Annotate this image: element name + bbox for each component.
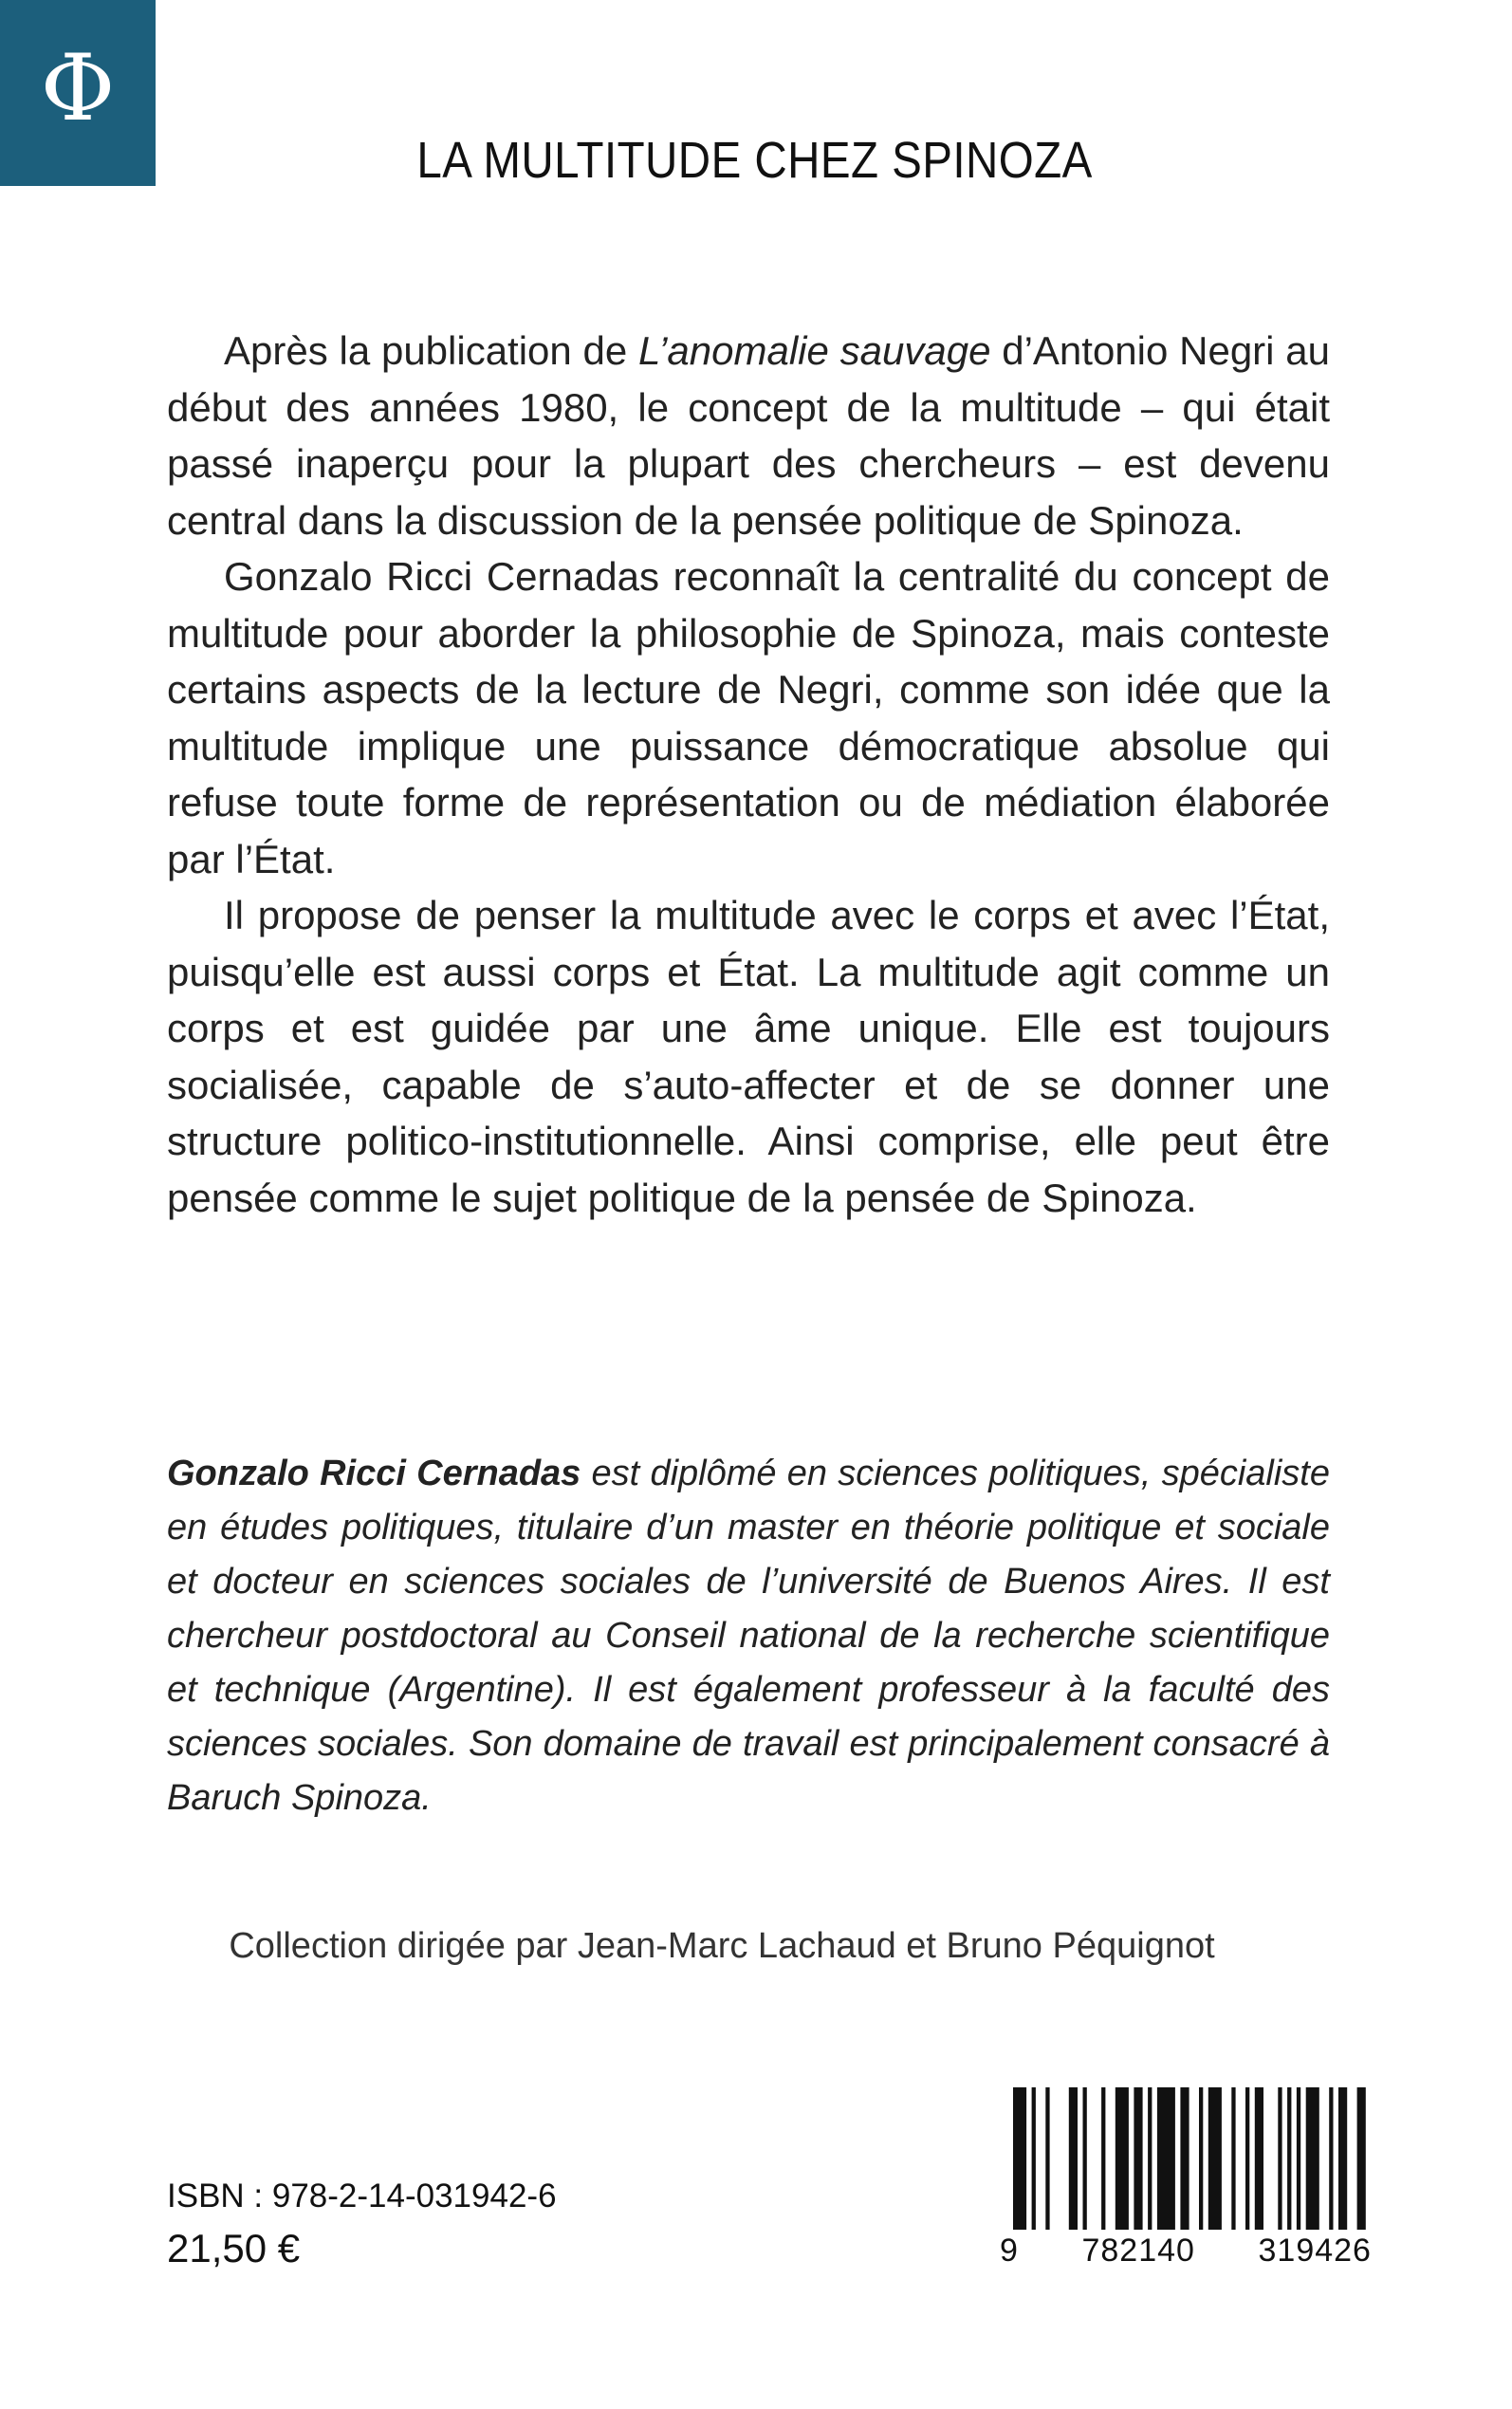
barcode-bar — [1278, 2087, 1282, 2230]
price: 21,50 € — [167, 2226, 301, 2270]
barcode-digits — [996, 2233, 1375, 2270]
author-bio — [167, 1447, 1330, 1825]
barcode-bar — [1199, 2087, 1203, 2230]
barcode-bar — [1101, 2087, 1105, 2230]
phi-logo-icon: Φ — [40, 35, 116, 141]
barcode-bar — [1045, 2087, 1049, 2230]
barcode-bar — [1013, 2087, 1026, 2230]
barcode-bar — [1116, 2087, 1129, 2230]
barcode-bar — [1157, 2087, 1175, 2230]
barcode-bar — [1245, 2087, 1249, 2230]
barcode-bar — [1231, 2087, 1235, 2230]
book-title: LA MULTITUDE CHEZ SPINOZA — [416, 132, 1093, 189]
barcode-bar — [1287, 2087, 1291, 2230]
barcode-bar — [1338, 2087, 1347, 2230]
barcode-bar — [1329, 2087, 1333, 2230]
barcode-bar — [1134, 2087, 1142, 2230]
author-bio-text: est diplômé en sciences politiques, spécialiste en études politiques, titulaire d’un master en théorie politique et sociale et docteur en sciences sociales de l’université de Buenos Aires. Il est chercheur postdoctoral au Conseil national de la recherche scientifique et technique (Argentine). Il est également professeur à la faculté des sciences sociales. Son domaine de travail est principalement consacré à Baruch Spinoza. — [167, 1454, 1330, 1818]
barcode-bar — [1208, 2087, 1222, 2230]
author-name: Gonzalo Ricci Cernadas — [167, 1454, 581, 1493]
isbn: ISBN : 978-2-14-031942-6 — [167, 2177, 557, 2214]
back-cover-summary — [167, 323, 1330, 1226]
barcode-bar — [1148, 2087, 1152, 2230]
summary-paragraph: Gonzalo Ricci Cernadas reconnaît la centralité du concept de multitude pour aborder la philosophie de Spinoza, mais conteste certains aspects de la lecture de Negri, comme son idée que la multitude implique une puissance démocratique absolue qui refuse toute forme de représentation ou de médiation élaborée par l’État. — [167, 554, 1330, 881]
barcode-bar — [1357, 2087, 1366, 2230]
barcode-bar — [1069, 2087, 1078, 2230]
barcode-right-group: 319426 — [1258, 2233, 1372, 2269]
barcode-bar — [1306, 2087, 1319, 2230]
summary-paragraph: Il propose de penser la multitude avec le corps et avec l’État, puisqu’elle est aussi corps et État. La multitude agit comme un corps et est guidée par une âme unique. Elle est toujours socialisée, capable de s’auto-affecter et de se donner une structure politico-institutionnelle. Ainsi comprise, elle peut être pensée comme le sujet politique de la pensée de Spinoza. — [167, 893, 1330, 1220]
summary-paragraph: Après la publication de L’anomalie sauvage d’Antonio Negri au début des années 1980, le concept de la multitude – qui était passé inaperçu pour la plupart des chercheurs – est devenu central dans la discussion de la pensée politique de Spinoza. — [167, 328, 1330, 543]
barcode-bar — [1255, 2087, 1263, 2230]
barcode-bar — [1180, 2087, 1189, 2230]
cited-work-title: L’anomalie sauvage — [638, 328, 991, 373]
barcode-bar — [1032, 2087, 1036, 2230]
collection-credit: Collection dirigée par Jean-Marc Lachaud et Bruno Péquignot — [229, 1926, 1215, 1966]
barcode-bar — [1083, 2087, 1087, 2230]
barcode-bar — [1297, 2087, 1300, 2230]
barcode-first-digit: 9 — [1000, 2233, 1019, 2269]
barcode-left-group: 782140 — [1081, 2233, 1195, 2269]
